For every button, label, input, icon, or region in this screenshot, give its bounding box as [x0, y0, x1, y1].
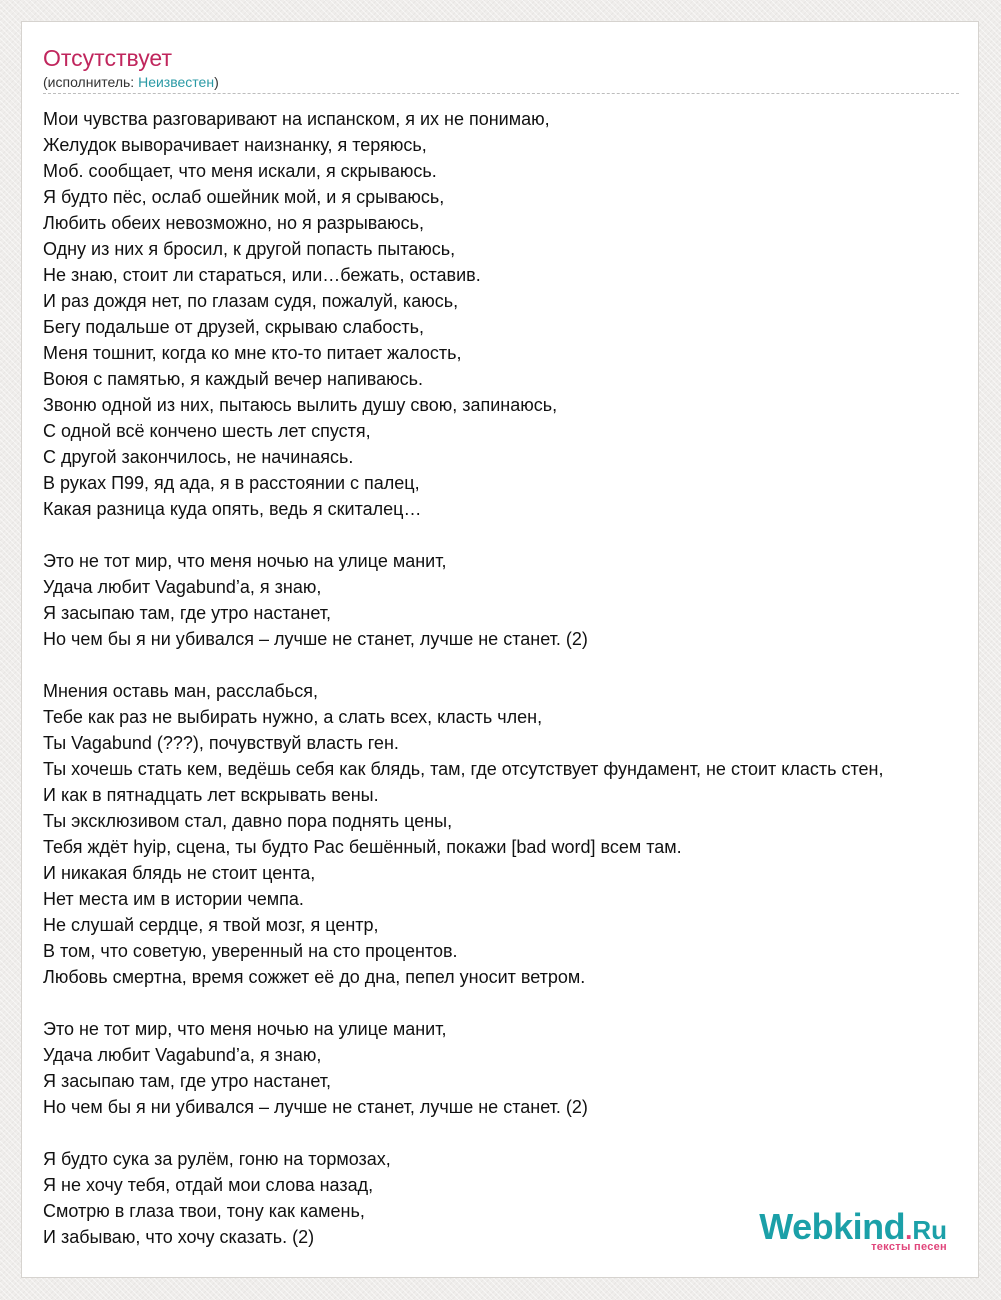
lyrics-stanza [43, 678, 1001, 990]
lyric-line: Но чем бы я ни убивался – лучше не станет, лучше не станет. (2) [43, 629, 588, 649]
lyric-line: Я засыпаю там, где утро настанет, [43, 1071, 332, 1091]
lyric-line: Звоню одной из них, пытаюсь вылить душу свою, запинаюсь, [43, 395, 558, 415]
lyric-line: Мои чувства разговаривают на испанском, я их не понимаю, [43, 109, 550, 129]
performer-label: (исполнитель: [43, 74, 139, 90]
performer-close: ) [214, 74, 219, 90]
lyric-line: Удача любит Vagabund’а, я знаю, [43, 1045, 322, 1065]
lyrics-stanza [43, 106, 1001, 522]
lyric-line: Но чем бы я ни убивался – лучше не станет, лучше не станет. (2) [43, 1097, 588, 1117]
lyric-line: Не знаю, стоит ли стараться, или…бежать, оставив. [43, 265, 481, 285]
lyric-line: Какая разница куда опять, ведь я скиталец… [43, 499, 422, 519]
lyric-line: Желудок выворачивает наизнанку, я теряюсь, [43, 135, 427, 155]
lyric-line: Моб. сообщает, что меня искали, я скрываюсь. [43, 161, 437, 181]
lyric-line: Мнения оставь ман, расслабься, [43, 681, 318, 701]
lyric-line: Нет места им в истории чемпа. [43, 889, 304, 909]
lyric-line: В том, что советую, уверенный на сто процентов. [43, 941, 458, 961]
lyric-line: Бегу подальше от друзей, скрываю слабость, [43, 317, 425, 337]
lyric-line: Я засыпаю там, где утро настанет, [43, 603, 332, 623]
lyric-line: И никакая блядь не стоит цента, [43, 863, 316, 883]
lyrics-card [21, 21, 979, 1278]
logo-suffix: Ru [912, 1215, 947, 1245]
lyric-line: Ты эксклюзивом стал, давно пора поднять цены, [43, 811, 453, 831]
lyric-line: Я будто пёс, ослаб ошейник мой, и я срываюсь, [43, 187, 445, 207]
lyric-line: И забываю, что хочу сказать. (2) [43, 1227, 315, 1247]
lyric-line: Удача любит Vagabund’а, я знаю, [43, 577, 322, 597]
performer-line [43, 74, 219, 91]
song-title: Отсутствует [43, 45, 172, 71]
lyric-line: И как в пятнадцать лет вскрывать вены. [43, 785, 379, 805]
lyric-line: В руках П99, яд ада, я в расстоянии с палец, [43, 473, 420, 493]
site-logo[interactable] [759, 1206, 947, 1253]
lyric-line: Не слушай сердце, я твой мозг, я центр, [43, 915, 379, 935]
logo-dot: . [905, 1215, 913, 1245]
lyric-line: И раз дождя нет, по глазам судя, пожалуй, каюсь, [43, 291, 459, 311]
lyric-line: Любить обеих невозможно, но я разрываюсь, [43, 213, 425, 233]
lyric-line: Воюя с памятью, я каждый вечер напиваюсь. [43, 369, 424, 389]
lyrics-stanza [43, 548, 1001, 652]
lyric-line: Меня тошнит, когда ко мне кто-то питает жалость, [43, 343, 462, 363]
lyric-line: Я будто сука за рулём, гоню на тормозах, [43, 1149, 391, 1169]
lyrics-body [43, 106, 1001, 1276]
lyrics-stanza [43, 1016, 1001, 1120]
lyric-line: Тебя ждёт hyip, сцена, ты будто Рас бешённый, покажи [bad word] всем там. [43, 837, 682, 857]
lyric-line: Ты хочешь стать кем, ведёшь себя как блядь, там, где отсутствует фундамент, не стоит класть стен, [43, 759, 884, 779]
lyric-line: Любовь смертна, время сожжет её до дна, пепел уносит ветром. [43, 967, 586, 987]
logo-tagline: тексты песен [871, 1241, 947, 1253]
title-divider [43, 93, 959, 94]
lyric-line: Смотрю в глаза твои, тону как камень, [43, 1201, 365, 1221]
lyric-line: Это не тот мир, что меня ночью на улице манит, [43, 551, 447, 571]
lyric-line: С другой закончилось, не начинаясь. [43, 447, 354, 467]
performer-link[interactable]: Неизвестен [138, 74, 215, 90]
lyric-line: Я не хочу тебя, отдай мои слова назад, [43, 1175, 374, 1195]
logo-wordmark: Webkind [759, 1206, 906, 1247]
lyric-line: Это не тот мир, что меня ночью на улице манит, [43, 1019, 447, 1039]
lyric-line: Одну из них я бросил, к другой попасть пытаюсь, [43, 239, 456, 259]
lyric-line: Тебе как раз не выбирать нужно, а слать всех, класть член, [43, 707, 543, 727]
lyric-line: С одной всё кончено шесть лет спустя, [43, 421, 371, 441]
lyric-line: Ты Vagabund (???), почувствуй власть ген. [43, 733, 399, 753]
